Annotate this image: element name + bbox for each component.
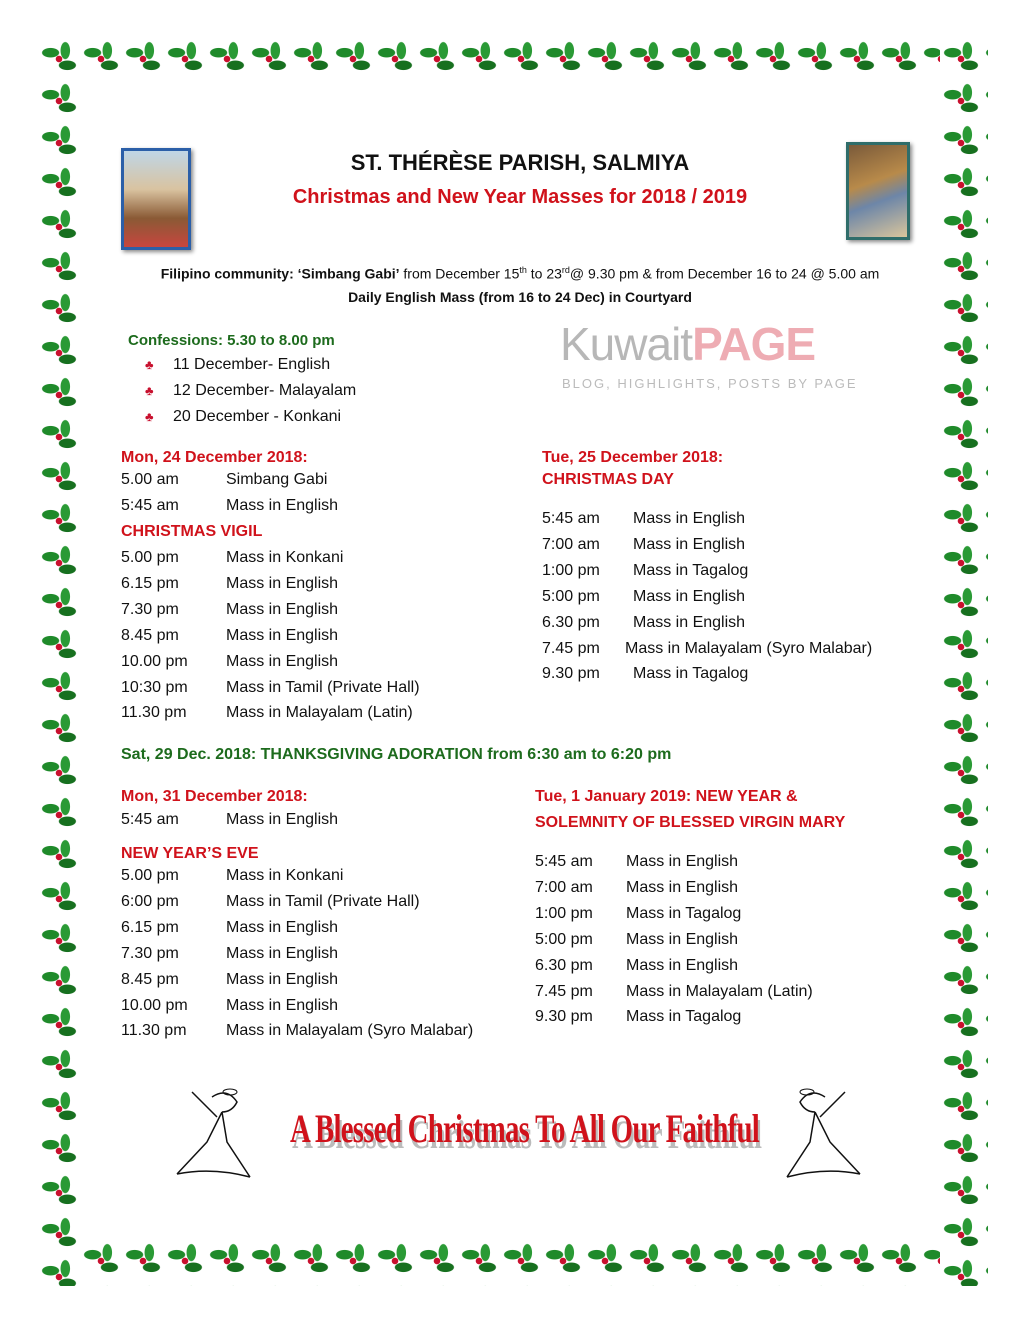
mass-time: 6:00 pm: [121, 892, 179, 910]
dec31-heading: Mon, 31 December 2018:: [121, 788, 308, 805]
mass-description: Mass in English: [226, 970, 339, 988]
mass-time: 7.30 pm: [121, 600, 179, 618]
mass-description: Mass in Tagalog: [633, 561, 749, 579]
mass-time: 7.45 pm: [542, 639, 600, 657]
holly-border-top: [38, 38, 988, 82]
mass-description: Mass in English: [626, 930, 739, 948]
filipino-text: to 23: [526, 265, 562, 282]
holly-bullet-icon: ♣: [145, 409, 154, 424]
confessions-heading: Confessions: 5.30 to 8.00 pm: [128, 332, 335, 349]
mass-description: Mass in Tamil (Private Hall): [226, 678, 420, 696]
mass-description: Mass in English: [226, 652, 339, 670]
mass-description: Mass in English: [226, 600, 339, 618]
mass-time: 5:45 am: [121, 496, 179, 514]
mass-time: 5:45 am: [121, 811, 179, 828]
mass-time: 5:45 am: [542, 510, 600, 527]
solemnity-heading: SOLEMNITY OF BLESSED VIRGIN MARY: [535, 814, 846, 831]
mass-description: Mass in English: [226, 626, 339, 644]
mass-time: 11.30 pm: [121, 704, 187, 722]
daily-mass-line: Daily English Mass (from 16 to 24 Dec) in Courtyard: [348, 289, 692, 305]
mass-description: Mass in English: [226, 996, 339, 1014]
christmas-day-heading: CHRISTMAS DAY: [542, 471, 674, 488]
confession-item-text: 11 December- English: [173, 356, 331, 373]
mass-time: 7:00 am: [535, 878, 593, 896]
mass-description: Simbang Gabi: [226, 471, 328, 488]
holly-bullet-icon: ♣: [145, 357, 154, 372]
mass-time: 10.00 pm: [121, 652, 188, 670]
christmas-greeting-banner: A Blessed Christmas To All Our Faithful: [290, 1106, 760, 1151]
mass-description: Mass in English: [226, 918, 339, 936]
mass-time: 9.30 pm: [535, 1008, 593, 1026]
mass-time: 6.15 pm: [121, 574, 179, 592]
angel-left-icon: [172, 1082, 252, 1182]
angel-right-icon: [785, 1082, 865, 1182]
holly-border-left: [38, 38, 82, 1286]
confession-item-text: 20 December - Konkani: [173, 408, 342, 425]
mass-time: 1:00 pm: [542, 561, 600, 579]
christmas-vigil-heading: CHRISTMAS VIGIL: [121, 523, 263, 540]
mass-description: Mass in Tamil (Private Hall): [226, 892, 420, 910]
mass-description: Mass in English: [226, 574, 339, 592]
sup: rd: [561, 265, 570, 275]
new-years-eve-heading: NEW YEAR’S EVE: [121, 845, 259, 862]
confession-item: [145, 408, 341, 426]
dec24-heading: Mon, 24 December 2018:: [121, 449, 308, 466]
mass-description: Mass in Tagalog: [626, 904, 742, 922]
mass-time: 6.15 pm: [121, 918, 179, 936]
mass-description: Mass in English: [626, 878, 739, 896]
page-title: ST. THÉRÈSE PARISH, SALMIYA: [350, 150, 690, 175]
mass-time: 6.30 pm: [542, 613, 600, 631]
mass-time: 7.45 pm: [535, 982, 593, 1000]
mass-time: 5:00 pm: [542, 587, 600, 605]
watermark-logo: [560, 318, 815, 370]
mass-time: 9.30 pm: [542, 665, 600, 683]
confession-item: [145, 382, 356, 400]
mass-time: 10:30 pm: [121, 678, 188, 696]
watermark-right: PAGE: [692, 318, 816, 370]
holly-border-bottom: [38, 1240, 988, 1286]
mass-description: Mass in Tagalog: [626, 1008, 742, 1026]
mass-time: 5.00 pm: [121, 867, 179, 884]
mass-description: Mass in English: [226, 496, 339, 514]
mass-description: Mass in Konkani: [226, 867, 344, 884]
mass-time: 1:00 pm: [535, 904, 593, 922]
watermark-left: Kuwait: [560, 318, 693, 370]
mass-description: Mass in English: [626, 853, 739, 870]
mass-description: Mass in Malayalam (Syro Malabar): [625, 639, 873, 657]
holly-border-right: [940, 38, 988, 1286]
mass-time: 7.30 pm: [121, 944, 179, 962]
mass-description: Mass in English: [633, 535, 746, 553]
filipino-label: Filipino community: ‘Simbang Gabi’: [160, 265, 400, 282]
mass-description: Mass in Tagalog: [633, 665, 749, 683]
mass-time: 5.00 am: [121, 471, 179, 488]
mass-time: 7:00 am: [542, 535, 600, 553]
mass-description: Mass in English: [633, 613, 746, 631]
mass-description: Mass in Konkani: [226, 549, 344, 566]
mass-description: Mass in English: [633, 587, 746, 605]
mass-time: 10.00 pm: [121, 996, 188, 1014]
watermark-tagline: BLOG, HIGHLIGHTS, POSTS BY PAGE: [562, 376, 858, 391]
thanksgiving-adoration-line: Sat, 29 Dec. 2018: THANKSGIVING ADORATION from 6:30 am to 6:20 pm: [121, 746, 672, 763]
mass-description: Mass in Malayalam (Syro Malabar): [226, 1022, 474, 1040]
dec25-heading: Tue, 25 December 2018:: [542, 449, 724, 466]
mass-time: 11.30 pm: [121, 1022, 187, 1040]
jan1-heading: Tue, 1 January 2019: NEW YEAR &: [535, 788, 798, 805]
mass-time: 8.45 pm: [121, 626, 179, 644]
mass-description: Mass in English: [226, 944, 339, 962]
mass-time: 5:45 am: [535, 853, 593, 870]
mass-time: 6.30 pm: [535, 956, 593, 974]
mass-description: Mass in English: [633, 510, 746, 527]
holly-bullet-icon: ♣: [145, 383, 154, 398]
mass-description: Mass in English: [626, 956, 739, 974]
filipino-community-line: [0, 265, 1024, 282]
mass-description: Mass in Malayalam (Latin): [626, 982, 813, 1000]
filipino-text: @ 9.30 pm & from December 16 to 24 @ 5.00 am: [569, 265, 880, 282]
sup: th: [519, 265, 527, 275]
mass-description: Mass in Malayalam (Latin): [226, 704, 413, 722]
mass-time: 8.45 pm: [121, 970, 179, 988]
filipino-text: from December 15: [399, 265, 520, 282]
confession-item: [145, 356, 330, 374]
confession-item-text: 12 December- Malayalam: [173, 382, 357, 399]
mass-description: Mass in English: [226, 811, 339, 828]
page-subtitle: Christmas and New Year Masses for 2018 / 2019: [292, 186, 748, 208]
mass-time: 5.00 pm: [121, 549, 179, 566]
mass-time: 5:00 pm: [535, 930, 593, 948]
